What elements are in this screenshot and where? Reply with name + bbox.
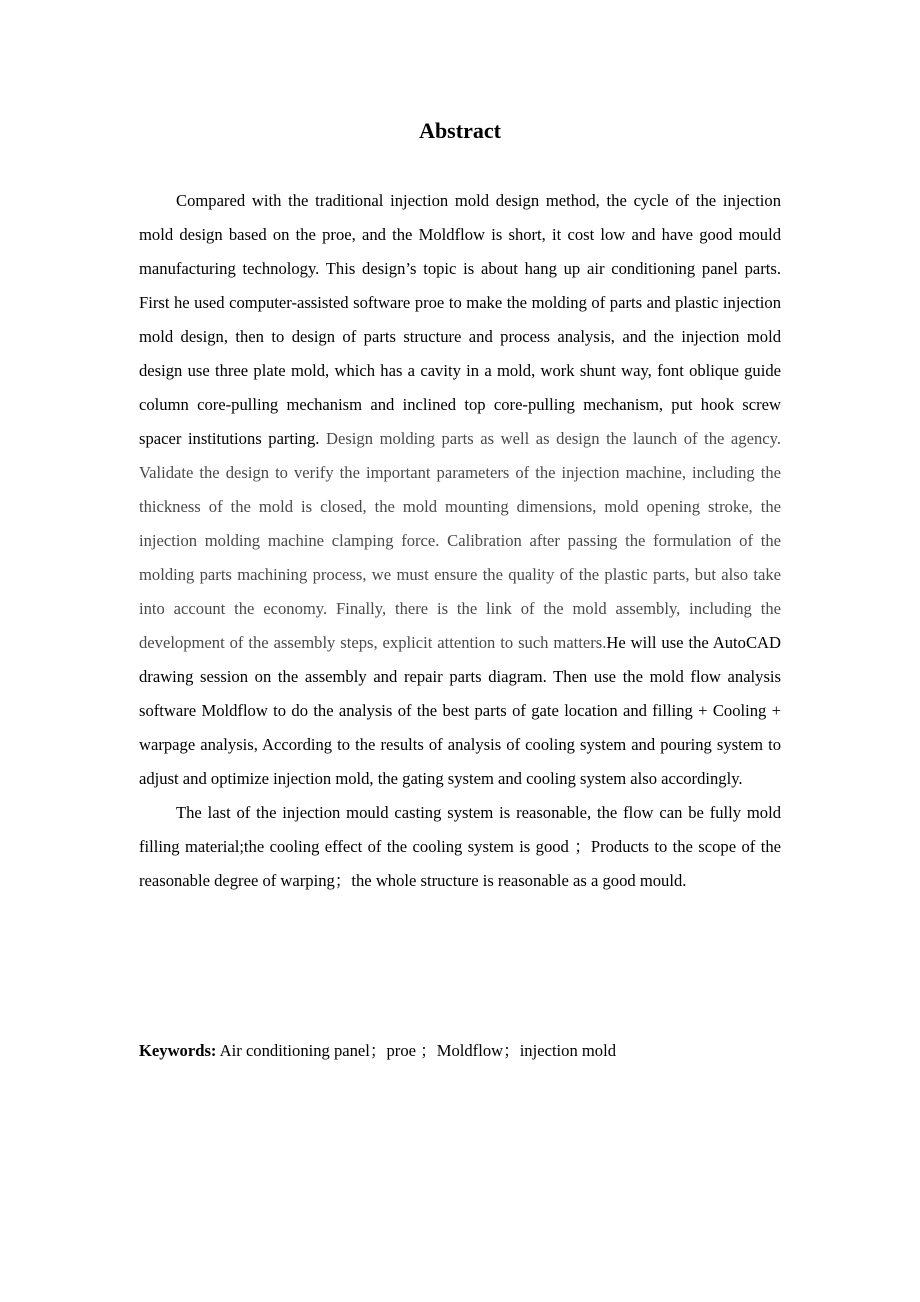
abstract-title: Abstract bbox=[419, 118, 501, 143]
paragraph-1-part-3: He will use the AutoCAD drawing session on the assembly and repair parts diagram. Then use the mold flow analysis software Moldflow to do the analysis of the best parts of gate location and filling + Cooling + warpage analysis, According to the results of analysis of cooling system and pouring system to adjust and optimize injection mold, the gating system and cooling system also accordingly. bbox=[139, 633, 781, 788]
abstract-body bbox=[139, 184, 781, 898]
keywords-label: Keywords: bbox=[139, 1041, 217, 1060]
paragraph-1-part-2: Design molding parts as well as design the launch of the agency. Validate the design to verify the important parameters of the injection machine, including the thickness of the mold is closed, the mold mounting dimensions, mold opening stroke, the injection molding machine clamping force. Calibration after passing the formulation of the molding parts machining process, we must ensure the quality of the plastic parts, but also take into account the economy. Finally, there is the link of the mold assembly, including the development of the assembly steps, explicit attention to such matters. bbox=[139, 429, 781, 652]
paragraph-1-part-1: Compared with the traditional injection mold design method, the cycle of the injection mold design based on the proe, and the Moldflow is short, it cost low and have good mould manufacturing technology. This design’s topic is about hang up air conditioning panel parts. First he used computer-assisted software proe to make the molding of parts and plastic injection mold design, then to design of parts structure and process analysis, and the injection mold design use three plate mold, which has a cavity in a mold, work shunt way, font oblique guide column core-pulling mechanism and inclined top core-pulling mechanism, put hook screw spacer institutions parting. bbox=[139, 191, 781, 448]
abstract-paragraph-2: The last of the injection mould casting system is reasonable, the flow can be fully mold filling material;the cooling effect of the cooling system is good ；Products to the scope of the reasonable degree of warping；the whole structure is reasonable as a good mould. bbox=[139, 803, 781, 890]
abstract-paragraph-1 bbox=[139, 184, 781, 796]
keywords-line bbox=[139, 1034, 781, 1068]
keywords-value: Air conditioning panel；proe ；Moldflow；injection mold bbox=[216, 1041, 617, 1060]
